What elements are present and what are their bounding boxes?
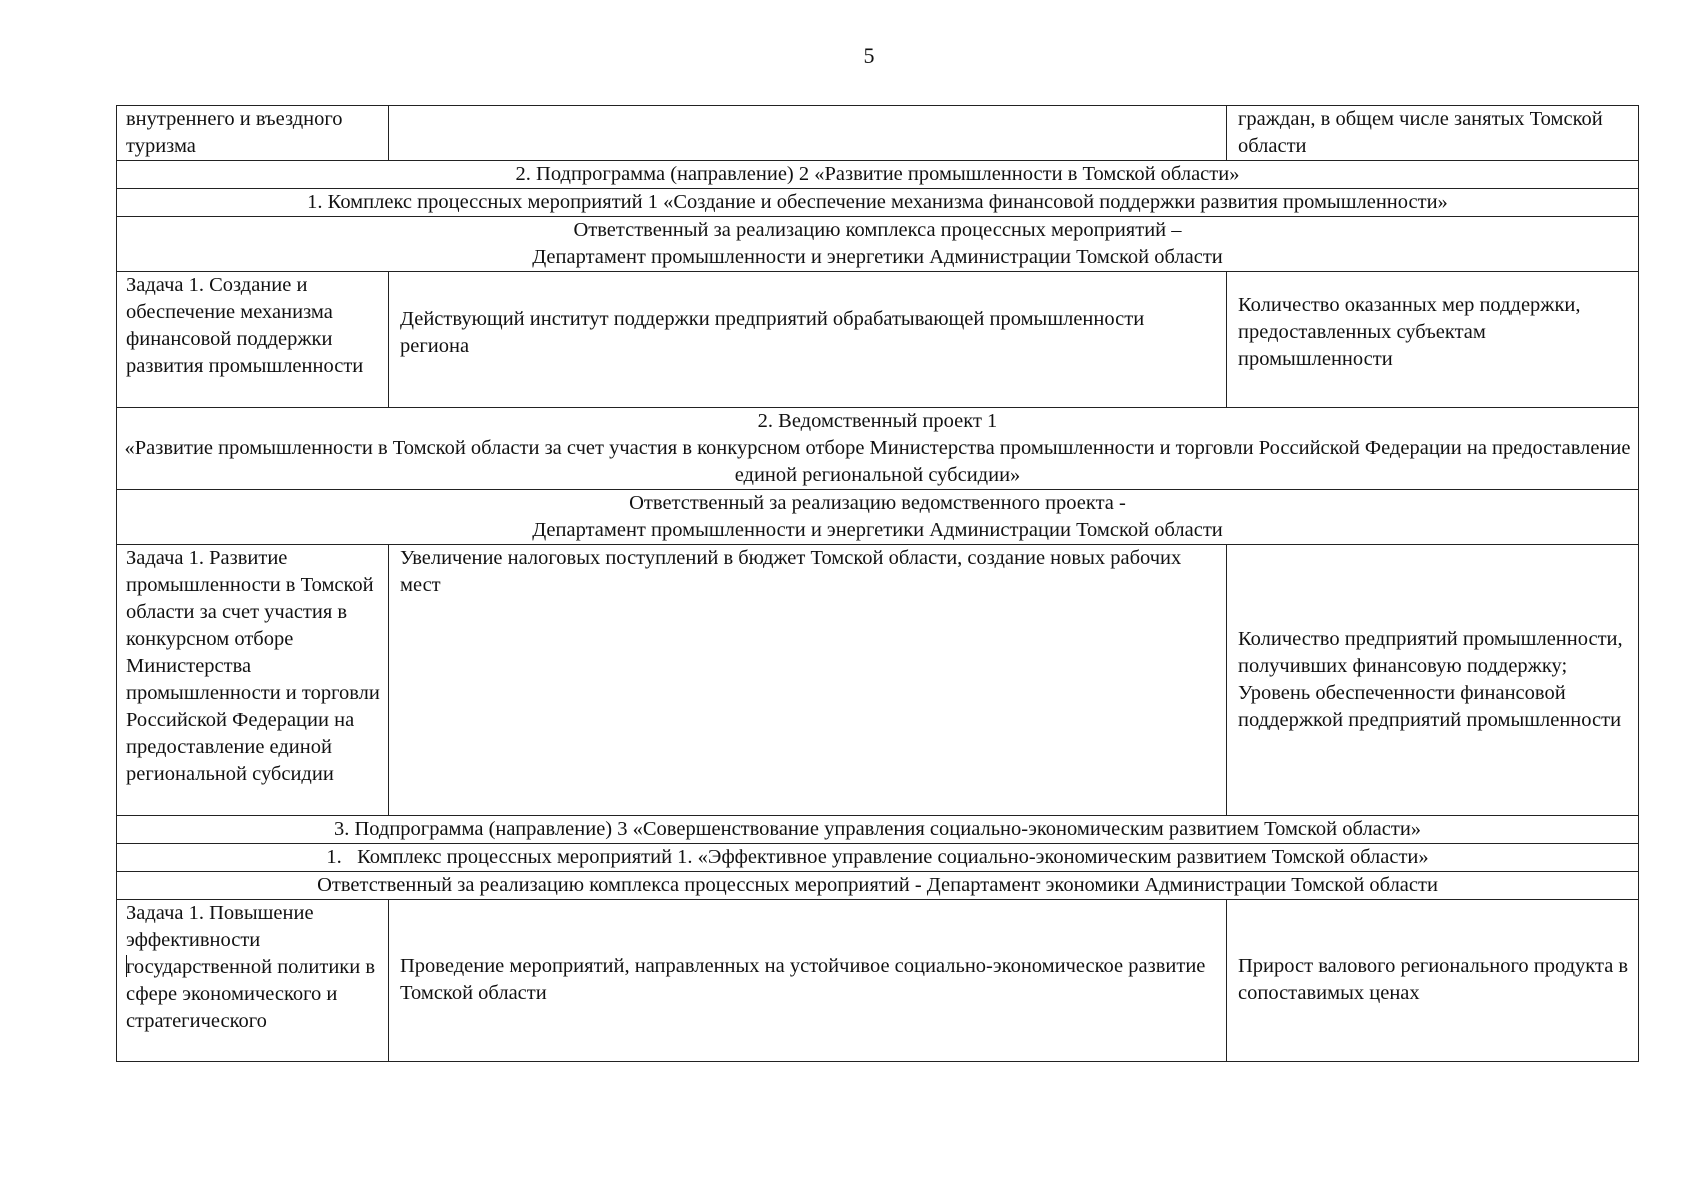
- indicator-cell: граждан, в общем числе занятых Томской области: [1227, 106, 1639, 161]
- table-row: [117, 272, 1639, 408]
- task-text: Задача 1. Повышение эффективности: [126, 902, 314, 951]
- result-text: Проведение мероприятий, направленных на устойчивое социально-экономическое развитие Томской области: [400, 954, 1206, 1004]
- complex-heading: 1. Комплекс процессных мероприятий 1 «Создание и обеспечение механизма финансовой поддержки развития промышленности»: [117, 189, 1639, 217]
- subprogram-row: [117, 816, 1639, 844]
- subprogram-heading: 2. Подпрограмма (направление) 2 «Развитие промышленности в Томской области»: [117, 161, 1639, 189]
- task-cell: Задача 1. Развитие промышленности в Томской области за счет участия в конкурсном отборе Министерства промышленности и торговли Российской Федерации на предоставление единой региональной субсидии: [117, 545, 389, 816]
- project-row: [117, 408, 1639, 490]
- responsible-cell: [117, 490, 1639, 545]
- indicator-cell: [1227, 272, 1639, 408]
- indicator-text: Прирост валового регионального продукта в сопоставимых ценах: [1238, 954, 1629, 1004]
- complex-row: [117, 189, 1639, 217]
- task-cell: внутреннего и въездного туризма: [117, 106, 389, 161]
- table-row: [117, 900, 1639, 1062]
- indicator-text: Количество предприятий промышленности, получивших финансовую поддержку;: [1238, 628, 1623, 677]
- complex-heading: 1. Комплекс процессных мероприятий 1. «Эффективное управление социально-экономическим развитием Томской области»: [117, 844, 1639, 872]
- result-cell: [389, 106, 1227, 161]
- responsible-cell: [117, 217, 1639, 272]
- responsible-row: [117, 872, 1639, 900]
- subprogram-heading: 3. Подпрограмма (направление) 3 «Совершенствование управления социально-экономическим развитием Томской области»: [117, 816, 1639, 844]
- responsible-row: [117, 490, 1639, 545]
- result-cell: [389, 272, 1227, 408]
- task-text-continued: государственной политики в сфере экономического и стратегического: [126, 956, 376, 1032]
- table-row: [117, 106, 1639, 161]
- project-cell: [117, 408, 1639, 490]
- complex-row: [117, 844, 1639, 872]
- responsible-line: Ответственный за реализацию комплекса процессных мероприятий –: [573, 219, 1182, 241]
- project-line: 2. Ведомственный проект 1: [757, 410, 998, 432]
- result-cell: [389, 900, 1227, 1062]
- project-line: «Развитие промышленности в Томской области за счет участия в конкурсном отборе Министерства промышленности и торговли Российской Федерации на предоставление единой региональной субсидии»: [124, 437, 1631, 486]
- task-cell: [117, 900, 389, 1062]
- indicator-text: Количество оказанных мер поддержки, предоставленных субъектам промышленности: [1238, 294, 1581, 370]
- result-text: Действующий институт поддержки предприятий обрабатывающей промышленности региона: [400, 307, 1145, 357]
- subprogram-row: [117, 161, 1639, 189]
- program-table: [116, 105, 1639, 1062]
- indicator-cell: [1227, 545, 1639, 816]
- task-cell: Задача 1. Создание и обеспечение механизма финансовой поддержки развития промышленности: [117, 272, 389, 408]
- indicator-cell: [1227, 900, 1639, 1062]
- result-cell: Увеличение налоговых поступлений в бюджет Томской области, создание новых рабочих мест: [389, 545, 1227, 816]
- responsible-row: [117, 217, 1639, 272]
- responsible-line: Департамент промышленности и энергетики Администрации Томской области: [532, 246, 1223, 268]
- page-number: 5: [863, 43, 875, 68]
- indicator-text: Уровень обеспеченности финансовой поддержкой предприятий промышленности: [1238, 682, 1622, 731]
- responsible-line: Ответственный за реализацию ведомственного проекта -: [629, 492, 1126, 514]
- table-row: [117, 545, 1639, 816]
- responsible-line: Департамент промышленности и энергетики Администрации Томской области: [532, 519, 1223, 541]
- responsible-cell: Ответственный за реализацию комплекса процессных мероприятий - Департамент экономики Администрации Томской области: [117, 872, 1639, 900]
- task-text: [126, 954, 382, 1035]
